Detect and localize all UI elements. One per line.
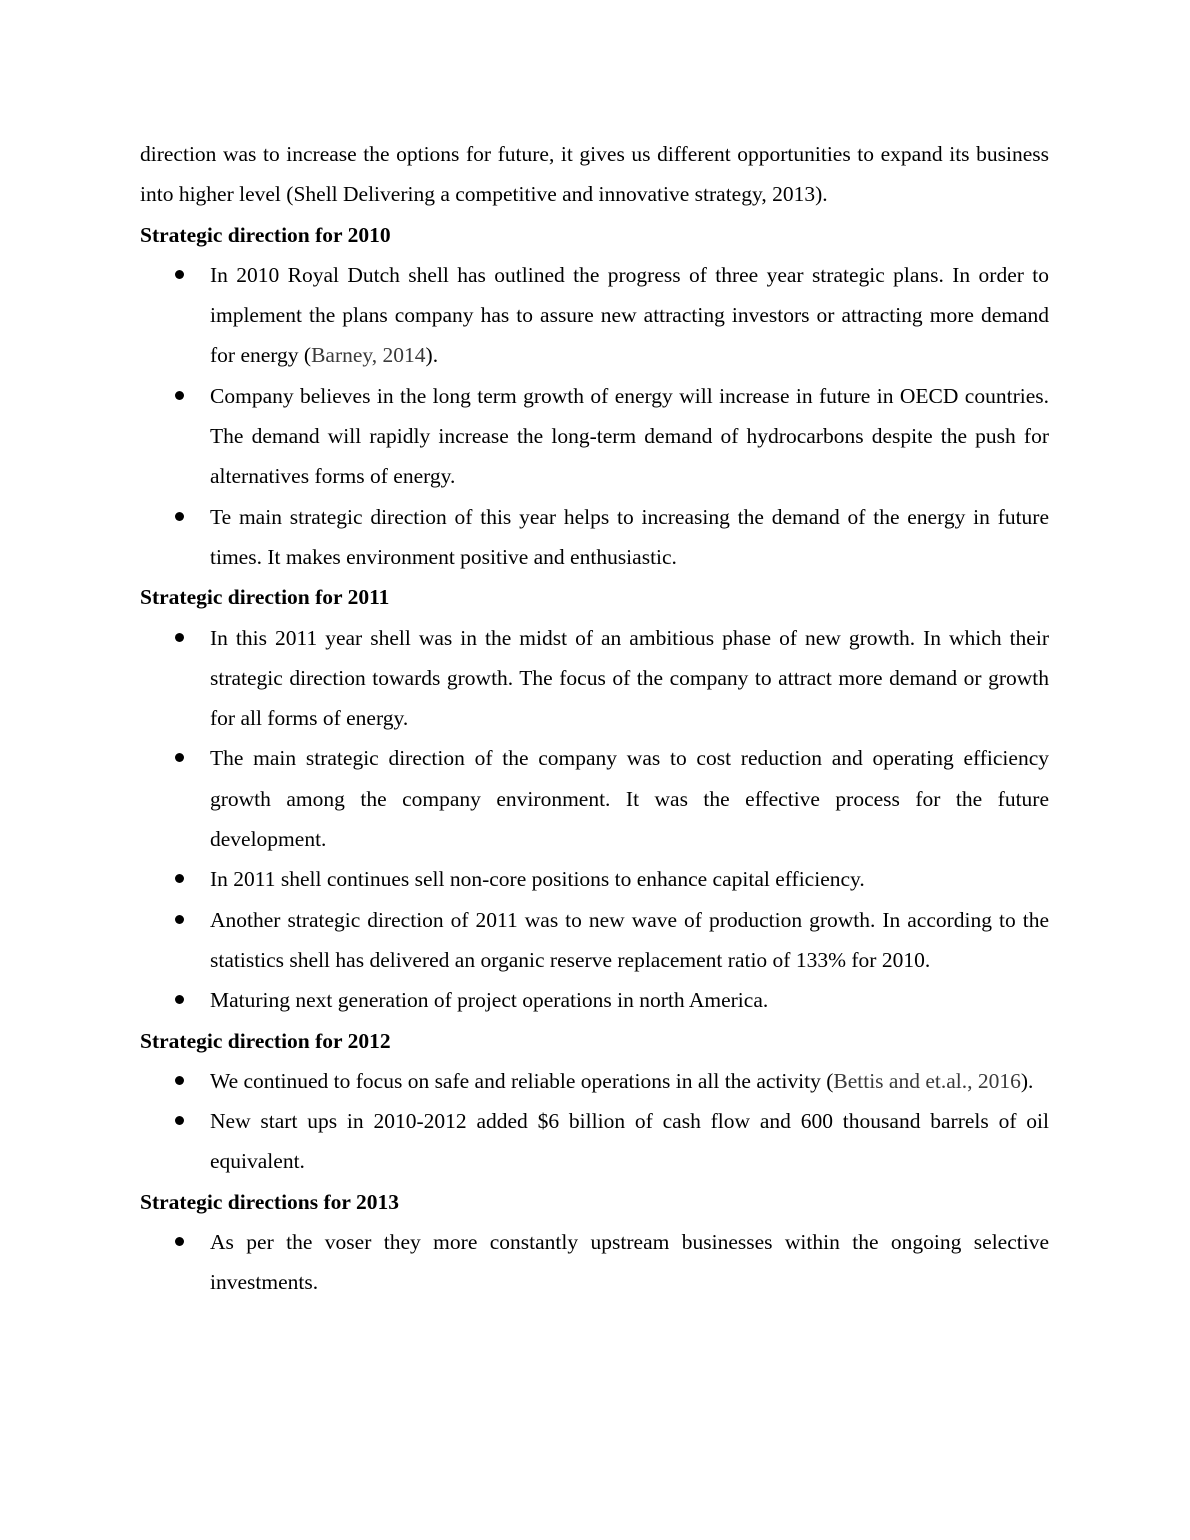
list-item xyxy=(140,859,1049,899)
list-item-text: As per the voser they more constantly upstream businesses within the ongoing selective investments. xyxy=(210,1230,1049,1295)
citation: Bettis and et.al., 2016 xyxy=(833,1068,1021,1093)
section-heading-2011: Strategic direction for 2011 xyxy=(140,585,390,610)
list-item-text: Another strategic direction of 2011 was to new wave of production growth. In according to the statistics shell has delivered an organic reserve replacement ratio of 133% for 2010. xyxy=(210,907,1049,972)
list-item-text: In 2010 Royal Dutch shell has outlined the progress of three year strategic plans. In order to implement the plans company has to assure new attracting investors or attracting more demand for energy ( xyxy=(210,262,1049,368)
list-item-text: Te main strategic direction of this year helps to increasing the demand of the energy in future times. It makes environment positive and enthusiastic. xyxy=(210,504,1049,569)
document-page xyxy=(140,134,1049,1303)
list-item xyxy=(140,255,1049,376)
list-item xyxy=(140,1061,1049,1101)
list-item xyxy=(140,1222,1049,1303)
section-heading-2013: Strategic directions for 2013 xyxy=(140,1189,399,1214)
citation: Barney, 2014 xyxy=(311,343,426,368)
bullet-list-2011 xyxy=(140,618,1049,1021)
bullet-icon xyxy=(175,391,184,400)
list-item-text: Company believes in the long term growth of energy will increase in future in OECD countries. The demand will rapidly increase the long-term demand of hydrocarbons despite the push for alternatives forms of energy. xyxy=(210,383,1049,489)
bullet-icon xyxy=(175,1116,184,1125)
section-heading-2012: Strategic direction for 2012 xyxy=(140,1028,391,1053)
bullet-list-2013 xyxy=(140,1222,1049,1303)
bullet-icon xyxy=(175,915,184,924)
list-item-text: The main strategic direction of the company was to cost reduction and operating efficiency growth among the company environment. It was the effective process for the future development. xyxy=(210,746,1049,852)
bullet-list-2012 xyxy=(140,1061,1049,1182)
bullet-icon xyxy=(175,633,184,642)
list-item-text: Maturing next generation of project operations in north America. xyxy=(210,988,769,1013)
list-item-text: New start ups in 2010-2012 added $6 billion of cash flow and 600 thousand barrels of oil equivalent. xyxy=(210,1109,1049,1174)
list-item-tail: ). xyxy=(1020,1068,1034,1093)
bullet-icon xyxy=(175,512,184,521)
list-item xyxy=(140,900,1049,981)
list-item xyxy=(140,618,1049,739)
list-item-text: In 2011 shell continues sell non-core positions to enhance capital efficiency. xyxy=(210,867,865,892)
section-heading-2010: Strategic direction for 2010 xyxy=(140,222,391,247)
bullet-icon xyxy=(175,1237,184,1246)
list-item xyxy=(140,1101,1049,1182)
bullet-icon xyxy=(175,270,184,279)
list-item-text: We continued to focus on safe and reliable operations in all the activity ( xyxy=(210,1068,834,1093)
list-item-text: In this 2011 year shell was in the midst of an ambitious phase of new growth. In which their strategic direction towards growth. The focus of the company to attract more demand or growth for all forms of energy. xyxy=(210,625,1049,731)
list-item-tail: ). xyxy=(425,343,439,368)
bullet-icon xyxy=(175,874,184,883)
list-item xyxy=(140,376,1049,497)
list-item xyxy=(140,497,1049,578)
bullet-icon xyxy=(175,995,184,1004)
list-item xyxy=(140,980,1049,1020)
bullet-icon xyxy=(175,1076,184,1085)
intro-paragraph: direction was to increase the options for future, it gives us different opportunities to expand its business into higher level (Shell Delivering a competitive and innovative strategy, 2013). xyxy=(140,142,1049,207)
list-item xyxy=(140,738,1049,859)
bullet-list-2010 xyxy=(140,255,1049,577)
bullet-icon xyxy=(175,753,184,762)
